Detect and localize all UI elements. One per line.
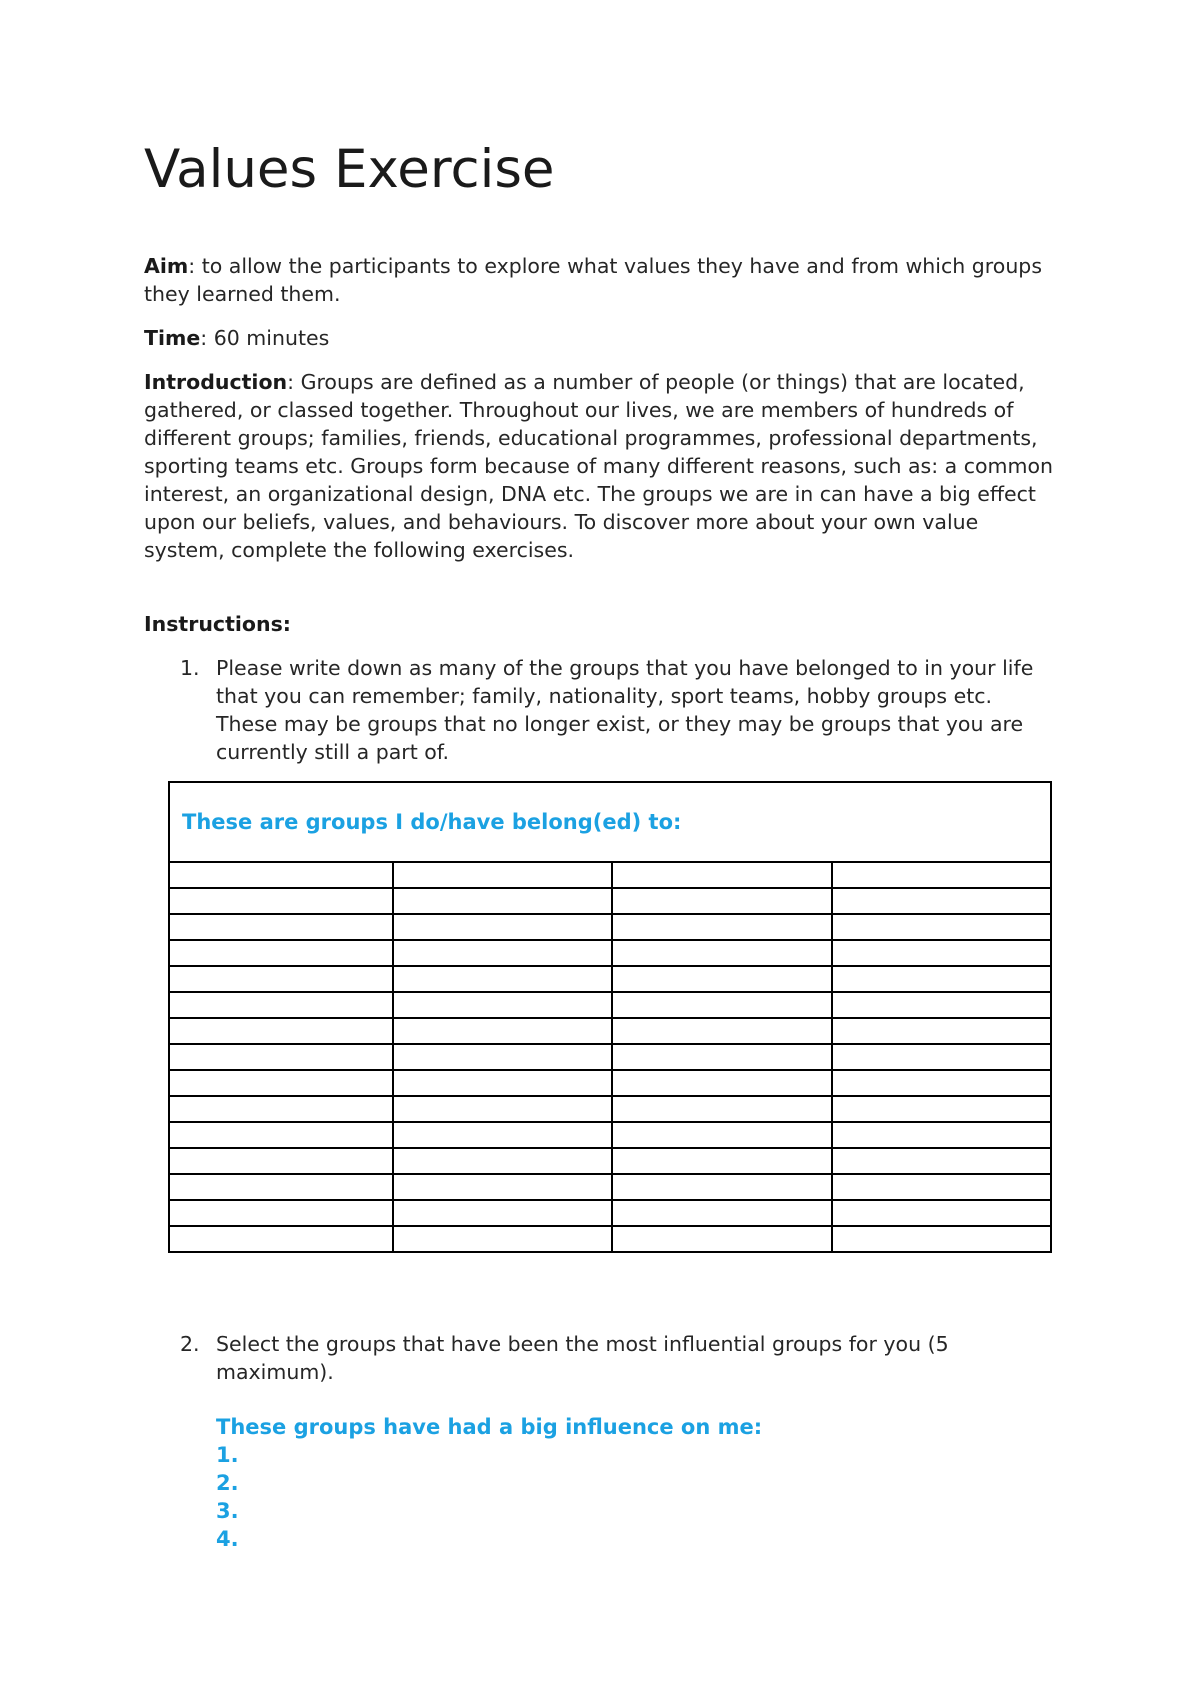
table-cell[interactable]: [169, 862, 393, 888]
influence-item: 4.: [216, 1527, 239, 1551]
table-cell[interactable]: [612, 940, 831, 966]
groups-table: [168, 781, 1052, 1253]
table-cell[interactable]: [169, 1200, 393, 1226]
table-cell[interactable]: [832, 992, 1051, 1018]
table-cell[interactable]: [832, 940, 1051, 966]
table-cell[interactable]: [832, 888, 1051, 914]
table-cell[interactable]: [832, 1200, 1051, 1226]
table-cell[interactable]: [612, 1044, 831, 1070]
table-heading-row: [169, 782, 1051, 862]
item-text: Select the groups that have been the most influential groups for you (5 maximum).: [216, 1332, 949, 1384]
table-cell[interactable]: [832, 1018, 1051, 1044]
table-cell[interactable]: [612, 1174, 831, 1200]
table-cell[interactable]: [169, 1122, 393, 1148]
influence-list: [216, 1413, 762, 1553]
table-cell[interactable]: [169, 1174, 393, 1200]
introduction-label: Introduction: [144, 370, 288, 394]
table-cell[interactable]: [612, 992, 831, 1018]
table-row: [169, 888, 1051, 914]
table-row: [169, 992, 1051, 1018]
aim-paragraph: [144, 252, 1064, 308]
table-cell[interactable]: [393, 940, 612, 966]
table-cell[interactable]: [169, 1226, 393, 1252]
table-cell[interactable]: [612, 966, 831, 992]
aim-text: : to allow the participants to explore what values they have and from which groups they learned them.: [144, 254, 1042, 306]
influence-item: 1.: [216, 1443, 239, 1467]
table-cell[interactable]: [169, 1096, 393, 1122]
table-cell[interactable]: [169, 888, 393, 914]
table-cell[interactable]: [393, 888, 612, 914]
table-cell[interactable]: [832, 1122, 1051, 1148]
table-cell[interactable]: [169, 1044, 393, 1070]
table-row: [169, 862, 1051, 888]
time-paragraph: [144, 324, 1064, 352]
table-row: [169, 1226, 1051, 1252]
item-number: 2.: [180, 1332, 200, 1356]
time-text: : 60 minutes: [200, 326, 330, 350]
table-cell[interactable]: [832, 862, 1051, 888]
table-row: [169, 1096, 1051, 1122]
influence-item: 3.: [216, 1499, 239, 1523]
table-cell[interactable]: [169, 914, 393, 940]
table-cell[interactable]: [393, 1122, 612, 1148]
table-cell[interactable]: [169, 1070, 393, 1096]
table-row: [169, 1174, 1051, 1200]
table-cell[interactable]: [612, 914, 831, 940]
aim-label: Aim: [144, 254, 189, 278]
table-cell[interactable]: [393, 862, 612, 888]
table-cell[interactable]: [832, 1174, 1051, 1200]
item-text: Please write down as many of the groups that you have belonged to in your life that you can remember; family, nationality, sport teams, hobby groups etc. These may be groups that no longer exist, or they may be groups that you are currently still a part of.: [216, 656, 1034, 764]
item-number: 1.: [180, 656, 200, 680]
table-cell[interactable]: [393, 1070, 612, 1096]
table-cell[interactable]: [393, 914, 612, 940]
table-cell[interactable]: [612, 1096, 831, 1122]
table-row: [169, 1200, 1051, 1226]
instructions-heading: Instructions:: [144, 612, 291, 636]
table-cell[interactable]: [393, 1148, 612, 1174]
table-cell[interactable]: [612, 1018, 831, 1044]
table-cell[interactable]: [169, 1018, 393, 1044]
table-cell[interactable]: [393, 1174, 612, 1200]
table-cell[interactable]: [832, 1148, 1051, 1174]
table-cell[interactable]: [393, 1018, 612, 1044]
table-row: [169, 1148, 1051, 1174]
table-cell[interactable]: [832, 914, 1051, 940]
table-cell[interactable]: [832, 1044, 1051, 1070]
table-row: [169, 914, 1051, 940]
table-cell[interactable]: [393, 1200, 612, 1226]
table-cell[interactable]: [612, 1122, 831, 1148]
table-cell[interactable]: [832, 966, 1051, 992]
table-cell[interactable]: [832, 1096, 1051, 1122]
table-cell[interactable]: [612, 888, 831, 914]
table-cell[interactable]: [832, 1226, 1051, 1252]
table-cell[interactable]: [612, 1070, 831, 1096]
table-cell[interactable]: [612, 1200, 831, 1226]
table-cell[interactable]: [393, 1226, 612, 1252]
table-cell[interactable]: [393, 992, 612, 1018]
time-label: Time: [144, 326, 201, 350]
table-cell[interactable]: [169, 940, 393, 966]
table-row: [169, 940, 1051, 966]
table-row: [169, 966, 1051, 992]
table-cell[interactable]: [169, 966, 393, 992]
table-row: [169, 1044, 1051, 1070]
table-cell[interactable]: [612, 1148, 831, 1174]
table-cell[interactable]: [393, 966, 612, 992]
influence-heading: These groups have had a big influence on me:: [216, 1415, 763, 1439]
table-cell[interactable]: [612, 862, 831, 888]
introduction-paragraph: [144, 368, 1064, 564]
table-row: [169, 1122, 1051, 1148]
page-title: Values Exercise: [144, 139, 555, 200]
table-cell[interactable]: [832, 1070, 1051, 1096]
table-heading: These are groups I do/have belong(ed) to:: [169, 782, 1051, 862]
influence-item: 2.: [216, 1471, 239, 1495]
table-cell[interactable]: [169, 992, 393, 1018]
table-row: [169, 1018, 1051, 1044]
table-cell[interactable]: [612, 1226, 831, 1252]
table-cell[interactable]: [393, 1096, 612, 1122]
table-row: [169, 1070, 1051, 1096]
introduction-text: : Groups are defined as a number of people (or things) that are located, gathered, or classed together. Throughout our lives, we are members of hundreds of different groups; families, friends, educational programmes, professional departments, sporting teams etc. Groups form because of many different reasons, such as: a common interest, an organizational design, DNA etc. The groups we are in can have a big effect upon our beliefs, values, and behaviours. To discover more about your own value system, complete the following exercises.: [144, 370, 1054, 562]
table-cell[interactable]: [169, 1148, 393, 1174]
table-cell[interactable]: [393, 1044, 612, 1070]
